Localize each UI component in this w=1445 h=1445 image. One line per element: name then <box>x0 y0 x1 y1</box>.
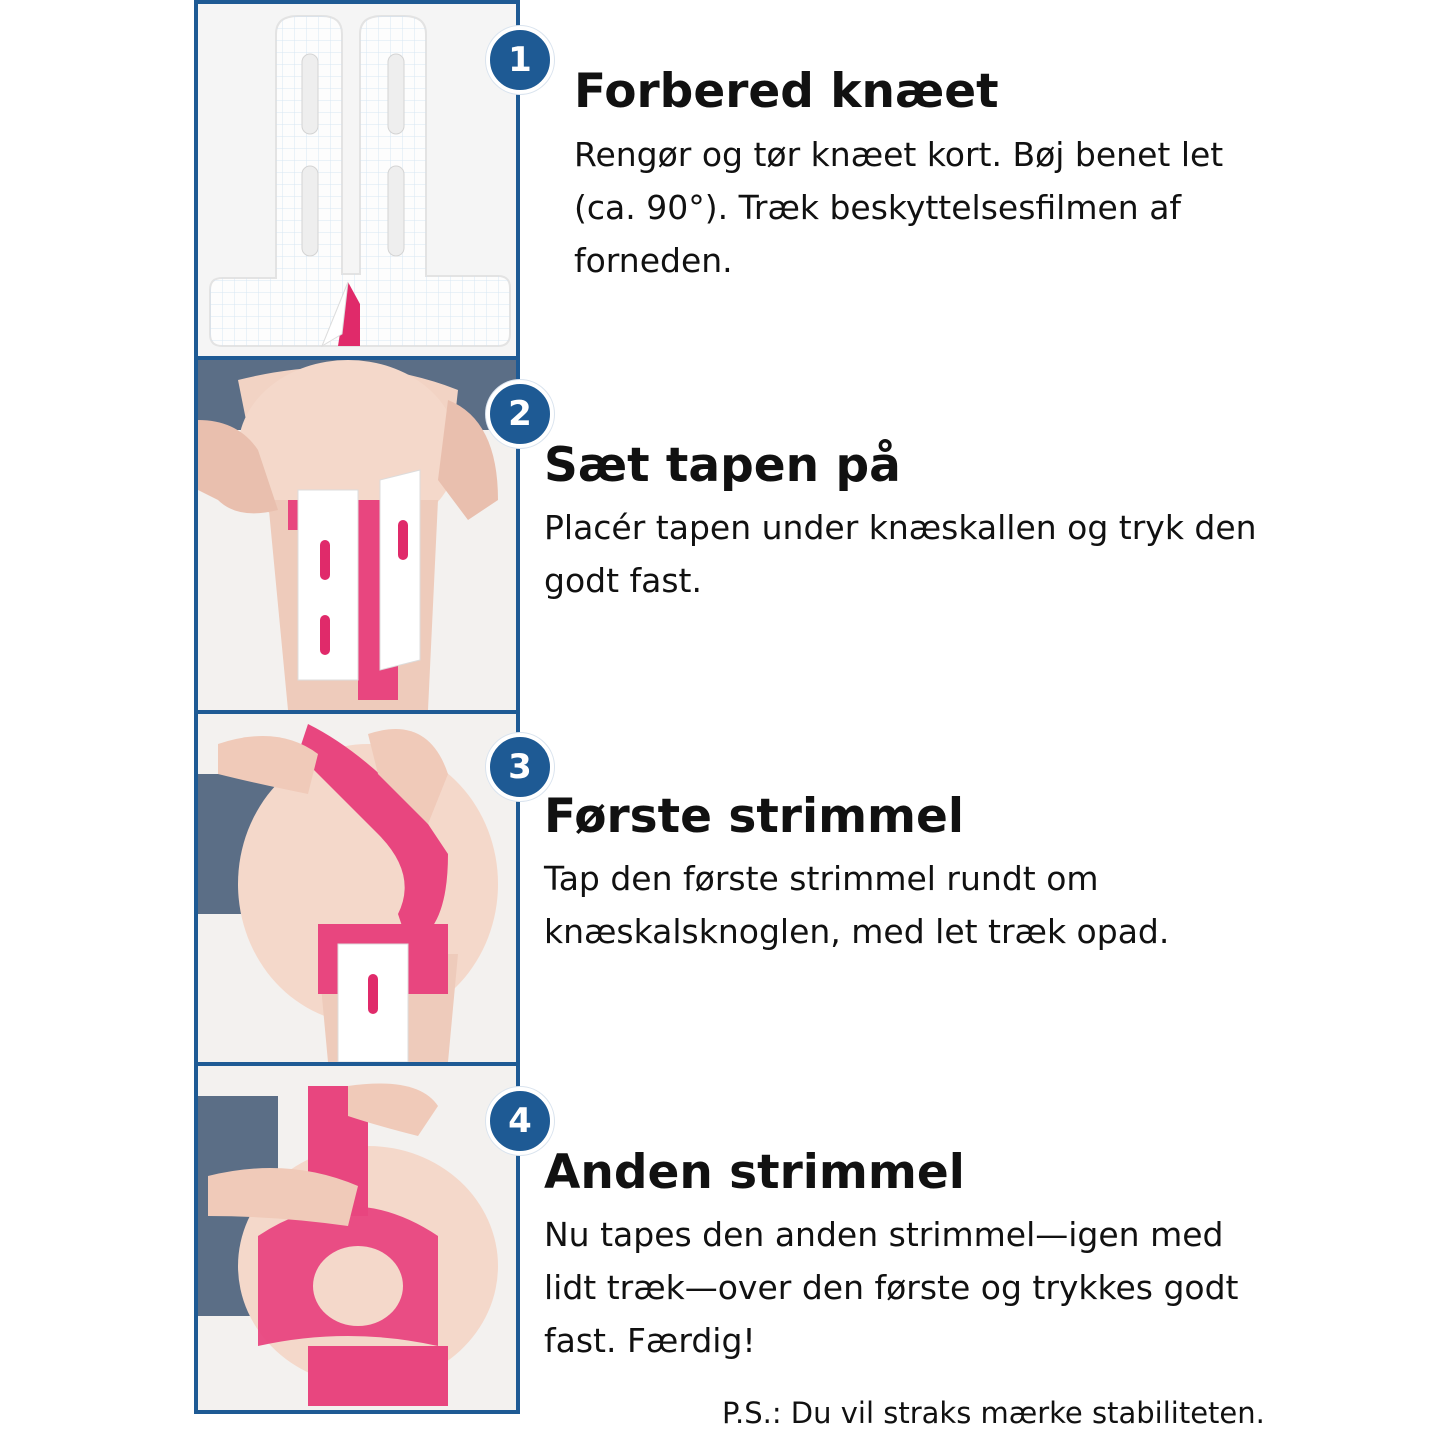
step-1-badge: 1 <box>486 26 554 94</box>
step-2-title: Sæt tapen på <box>544 438 901 493</box>
instruction-image-strip <box>194 0 520 1414</box>
step-3-title: Første strimmel <box>544 789 965 844</box>
step-2-badge: 2 <box>486 380 554 448</box>
tape-cutout-illustration <box>198 4 516 356</box>
first-strip-around-kneecap-illustration <box>198 714 516 1062</box>
step-3-badge: 3 <box>486 733 554 801</box>
step-4-title: Anden strimmel <box>544 1145 965 1200</box>
second-strip-over-first-illustration <box>198 1066 516 1410</box>
step-4-badge: 4 <box>486 1087 554 1155</box>
knee-tape-below-kneecap-illustration <box>198 360 516 710</box>
step-1-image <box>198 4 516 356</box>
step-4-text: Nu tapes den anden strimmel—igen med lidt træk—over den første og trykkes godt fast. Færdig! <box>544 1215 1239 1360</box>
footer-note: P.S.: Du vil straks mærke stabiliteten. <box>722 1396 1265 1430</box>
step-2-text: Placér tapen under knæskallen og tryk den godt fast. <box>544 508 1257 600</box>
step-3-image <box>198 714 516 1062</box>
step-4-image <box>198 1066 516 1410</box>
step-3-text: Tap den første strimmel rundt om knæskalsknoglen, med let træk opad. <box>544 859 1170 951</box>
step-2-image <box>198 360 516 710</box>
step-1-text: Rengør og tør knæet kort. Bøj benet let (ca. 90°). Træk beskyttelsesfilmen af forneden. <box>574 135 1224 280</box>
step-1-title: Forbered knæet <box>574 64 999 119</box>
